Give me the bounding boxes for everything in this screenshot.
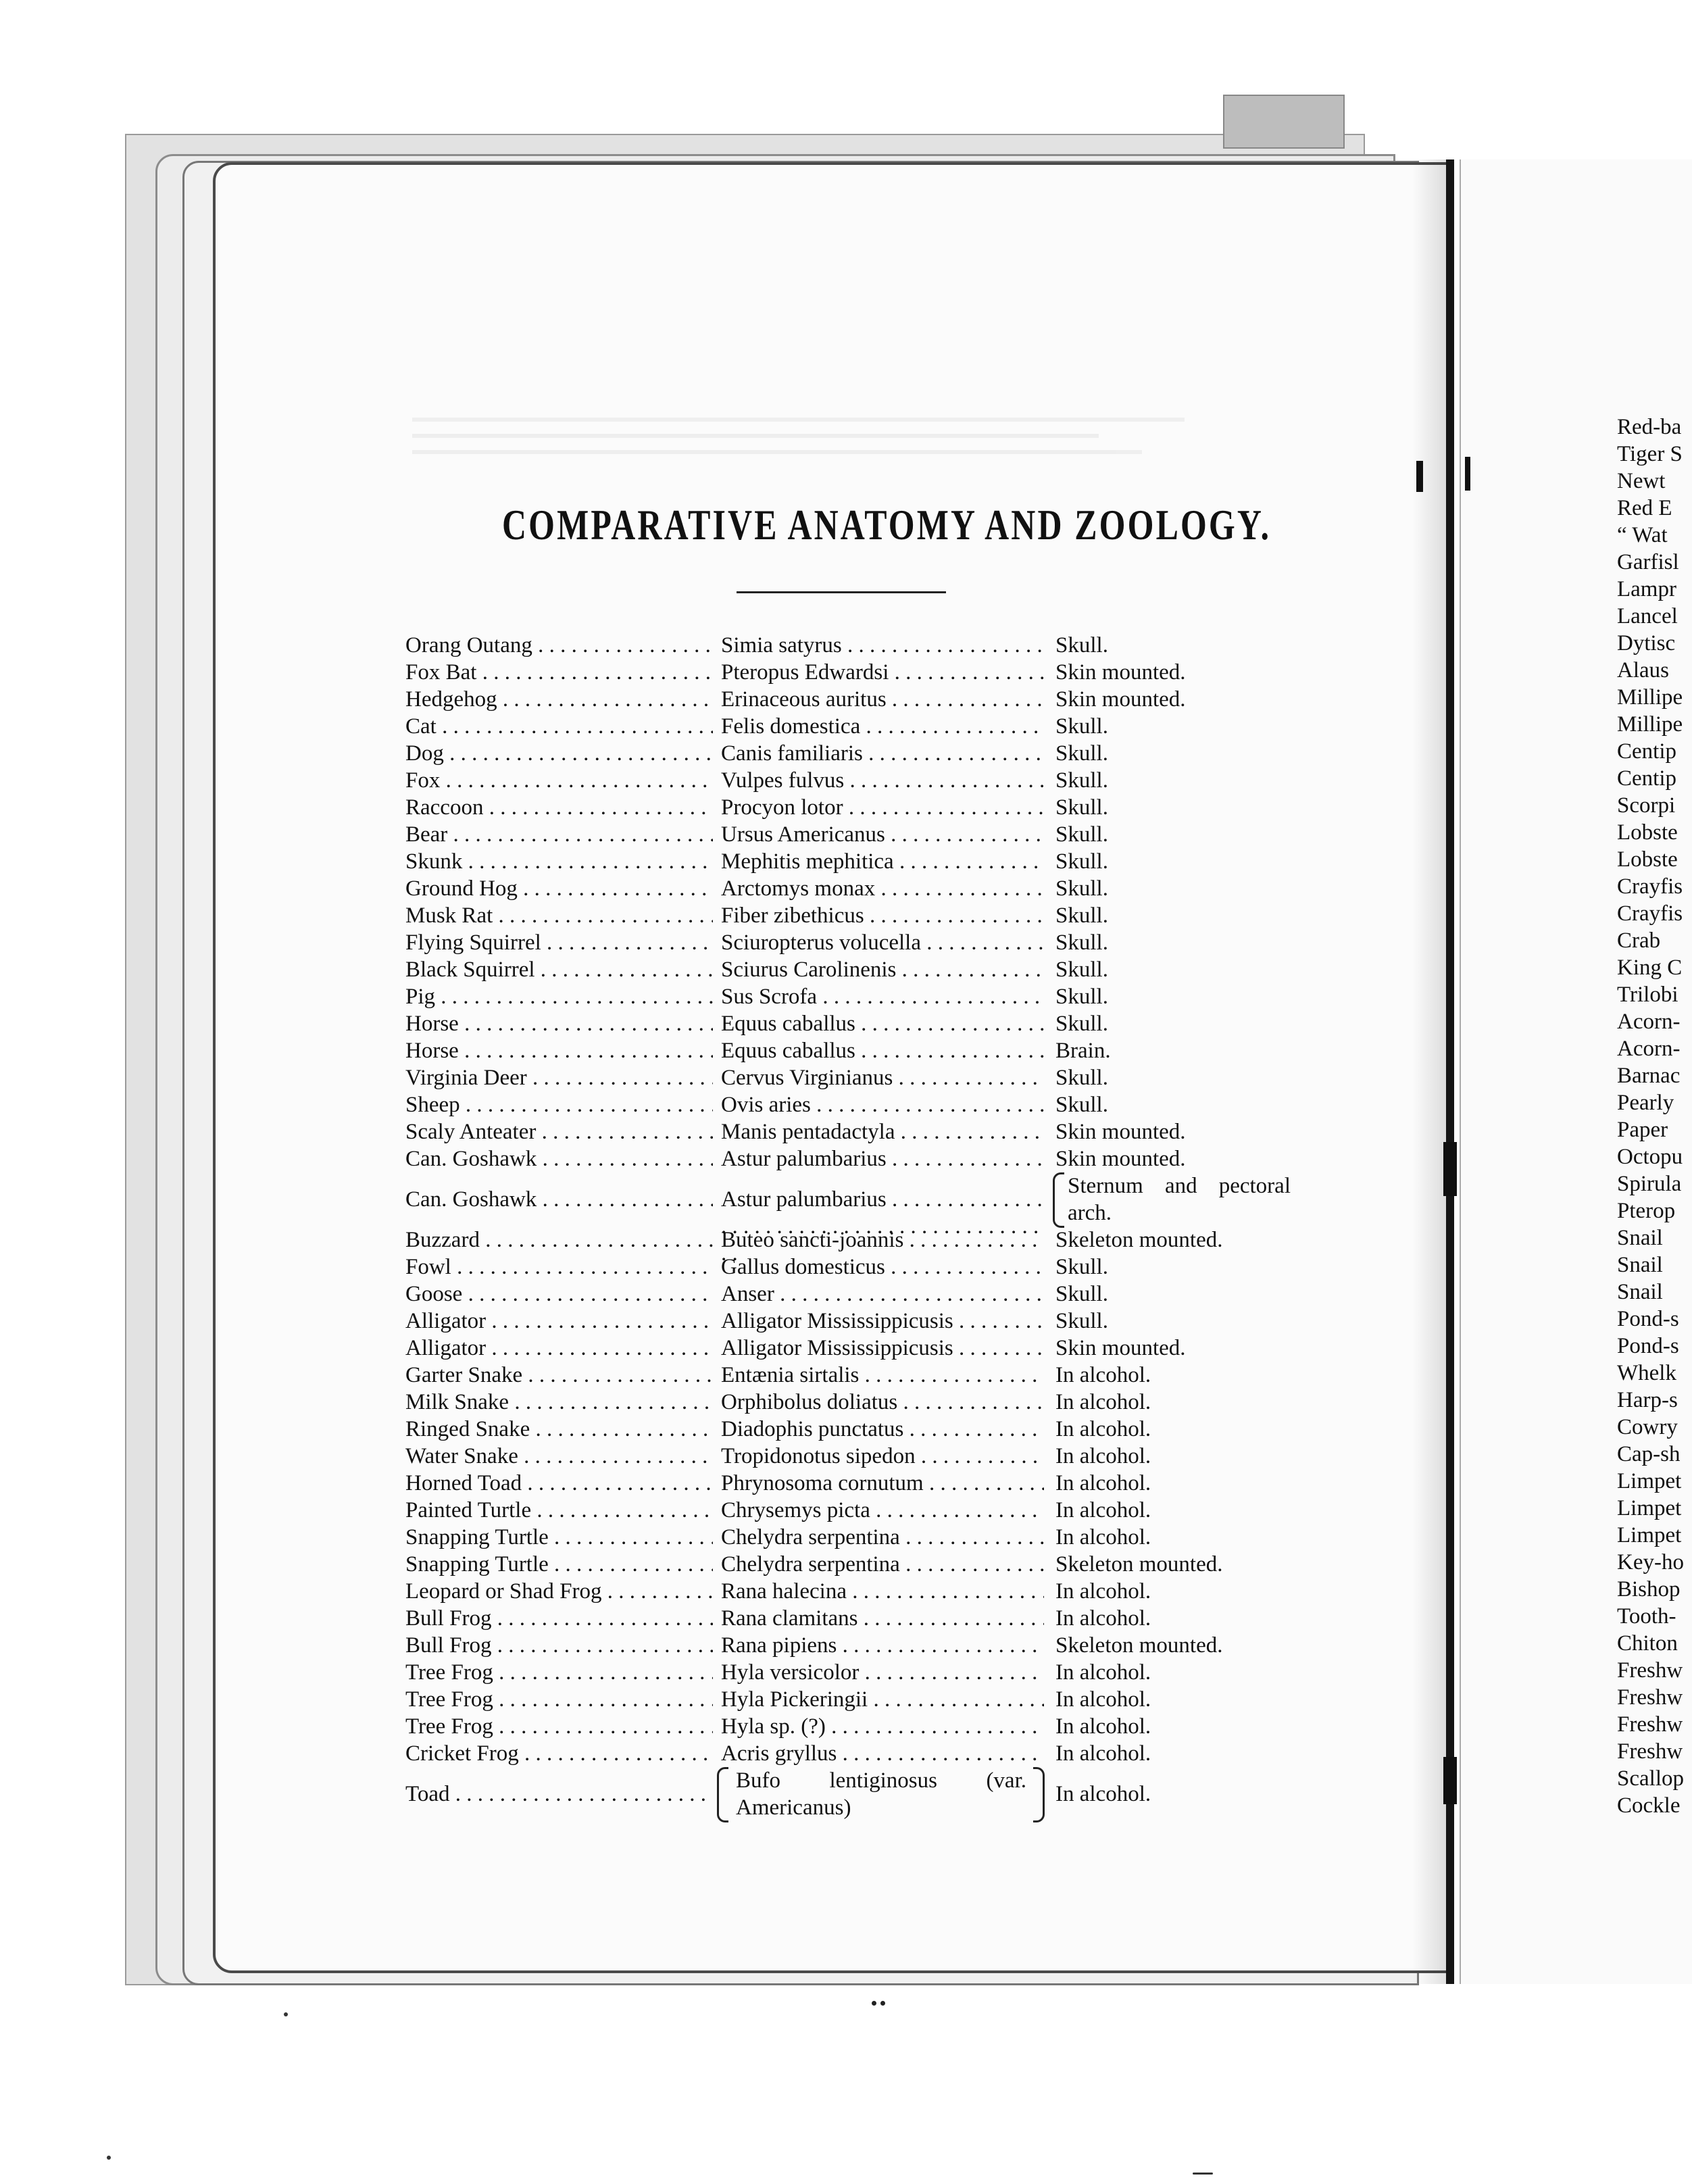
- latin-name: Equus caballus . . .: [721, 1010, 1044, 1037]
- latin-name: Orphibolus doliatus . . .: [721, 1389, 1044, 1416]
- common-name: Fox Bat . . .: [405, 659, 713, 686]
- facing-page-line: Freshw: [1617, 1739, 1683, 1764]
- latin-name: Chelydra serpentina . . .: [721, 1524, 1044, 1551]
- binding-thread: [1443, 1142, 1457, 1196]
- facing-page-line: Lampr: [1617, 577, 1676, 601]
- common-name: Bear . . .: [405, 821, 713, 848]
- common-name: Alligator . . .: [405, 1308, 713, 1335]
- latin-name: Sciuropterus volucella . . .: [721, 929, 1044, 956]
- specimen-type: Skeleton mounted.: [1055, 1228, 1223, 1252]
- specimen-row: [405, 821, 1318, 848]
- facing-page-line: Barnac: [1617, 1064, 1681, 1088]
- latin-name: Chrysemys picta . . .: [721, 1497, 1044, 1524]
- facing-page-line: Newt: [1617, 469, 1666, 493]
- common-name: Bull Frog . . .: [405, 1605, 713, 1632]
- title-rule: [737, 591, 946, 593]
- common-name: Garter Snake . . .: [405, 1362, 713, 1389]
- common-name: Tree Frog . . .: [405, 1713, 713, 1740]
- specimen-type: Skull.: [1055, 1255, 1108, 1279]
- facing-page-line: Millipe: [1617, 685, 1683, 710]
- specimen-type: Skull.: [1055, 741, 1108, 766]
- specimen-type: Skull.: [1055, 768, 1108, 793]
- latin-name: Hyla sp. (?) . . .: [721, 1713, 1044, 1740]
- latin-name: Tropidonotus sipedon . . .: [721, 1443, 1044, 1470]
- facing-page-line: Tooth-: [1617, 1604, 1676, 1629]
- latin-name: Astur palumbarius . . .: [721, 1145, 1044, 1172]
- common-name: Goose . . .: [405, 1281, 713, 1308]
- dust-speck: [284, 2012, 288, 2016]
- common-name: Horse . . .: [405, 1037, 713, 1064]
- common-name: Skunk . . .: [405, 848, 713, 875]
- common-name: Leopard or Shad Frog . . .: [405, 1578, 713, 1605]
- latin-name: Vulpes fulvus . . .: [721, 767, 1044, 794]
- show-through-text: [412, 405, 1270, 487]
- facing-page-line: Scorpi: [1617, 793, 1676, 818]
- latin-name: Canis familiaris . . .: [721, 740, 1044, 767]
- specimen-type: In alcohol.: [1055, 1687, 1151, 1712]
- specimen-row: [405, 848, 1318, 875]
- latin-name: Felis domestica . . .: [721, 713, 1044, 740]
- specimen-type: Skull.: [1055, 849, 1108, 874]
- facing-page-line: Cap-sh: [1617, 1442, 1681, 1466]
- facing-page-line: Snail: [1617, 1253, 1663, 1277]
- latin-name: Chelydra serpentina . . .: [721, 1551, 1044, 1578]
- common-name: Can. Goshawk . . .: [405, 1145, 713, 1172]
- latin-name: Phrynosoma cornutum . . .: [721, 1470, 1044, 1497]
- latin-name: Equus caballus . . .: [721, 1037, 1044, 1064]
- binding-mark: [1465, 457, 1470, 491]
- common-name: Virginia Deer . . .: [405, 1064, 713, 1091]
- latin-name: Rana clamitans . . .: [721, 1605, 1044, 1632]
- facing-page-line: Spirula: [1617, 1172, 1682, 1196]
- facing-page-line: Pearly: [1617, 1091, 1674, 1115]
- common-name: Ringed Snake . . .: [405, 1416, 713, 1443]
- latin-name: Acris gryllus . . .: [721, 1740, 1044, 1767]
- common-name: Cricket Frog . . .: [405, 1740, 713, 1767]
- facing-page-line: Centip: [1617, 739, 1676, 764]
- facing-page-line: Pond-s: [1617, 1307, 1679, 1331]
- specimen-type: In alcohol.: [1055, 1363, 1151, 1387]
- latin-name: Pteropus Edwardsi . . .: [721, 659, 1044, 686]
- common-name: Alligator . . .: [405, 1335, 713, 1362]
- facing-page-line: Crayfis: [1617, 874, 1683, 899]
- latin-name: Arctomys monax . . .: [721, 875, 1044, 902]
- specimen-type: Skull.: [1055, 1066, 1108, 1090]
- specimen-row: [405, 1037, 1318, 1064]
- facing-page-line: Acorn-: [1617, 1010, 1681, 1034]
- specimen-row: [405, 1605, 1318, 1632]
- specimen-type: Skeleton mounted.: [1055, 1633, 1223, 1658]
- specimen-row: [405, 767, 1318, 794]
- common-name: Painted Turtle . . .: [405, 1497, 713, 1524]
- facing-page-line: Octopu: [1617, 1145, 1683, 1169]
- common-name: Milk Snake . . .: [405, 1389, 713, 1416]
- facing-page-line: Pterop: [1617, 1199, 1676, 1223]
- binding-mark: [1416, 461, 1423, 492]
- latin-name: Mephitis mephitica . . .: [721, 848, 1044, 875]
- latin-name: Sus Scrofa . . .: [721, 983, 1044, 1010]
- specimen-row: [405, 1578, 1318, 1605]
- specimen-row: [405, 713, 1318, 740]
- specimen-row: [405, 1145, 1318, 1172]
- facing-page-line: Crayfis: [1617, 901, 1683, 926]
- dust-speck: [1193, 2173, 1213, 2175]
- specimen-row: [405, 1010, 1318, 1037]
- latin-name: Hyla versicolor . . .: [721, 1659, 1044, 1686]
- facing-page-line: Paper: [1617, 1118, 1668, 1142]
- facing-page-line: Harp-s: [1617, 1388, 1678, 1412]
- common-name: Cat . . .: [405, 713, 713, 740]
- specimen-type: Skull.: [1055, 985, 1108, 1009]
- specimen-type: In alcohol.: [1055, 1498, 1151, 1522]
- specimen-row: [405, 686, 1318, 713]
- specimen-row: [405, 1767, 1318, 1821]
- common-name: Buzzard . . .: [405, 1226, 713, 1254]
- page-title: COMPARATIVE ANATOMY AND ZOOLOGY.: [502, 501, 1272, 549]
- latin-name: Rana halecina . . .: [721, 1578, 1044, 1605]
- facing-page-line: Tiger S: [1617, 442, 1683, 466]
- specimen-row: [405, 983, 1318, 1010]
- specimen-type: Skull.: [1055, 930, 1108, 955]
- facing-page-line: Snail: [1617, 1280, 1663, 1304]
- gutter-shadow: [1412, 159, 1446, 1984]
- common-name: Pig . . .: [405, 983, 713, 1010]
- specimen-type: Skull.: [1055, 633, 1108, 657]
- specimen-row: [405, 1470, 1318, 1497]
- latin-name: Manis pentadactyla . . .: [721, 1118, 1044, 1145]
- specimen-row: [405, 1064, 1318, 1091]
- specimen-row: [405, 1091, 1318, 1118]
- specimen-type: Skull.: [1055, 903, 1108, 928]
- facing-page-line: Limpet: [1617, 1496, 1682, 1520]
- specimen-row: [405, 1713, 1318, 1740]
- specimen-type: Skull.: [1055, 1282, 1108, 1306]
- latin-name: Simia satyrus . . .: [721, 632, 1044, 659]
- specimen-type: Skin mounted.: [1055, 1120, 1186, 1144]
- latin-name: Fiber zibethicus . . .: [721, 902, 1044, 929]
- specimen-type: Skull.: [1055, 822, 1108, 847]
- specimen-row: [405, 659, 1318, 686]
- specimen-row: [405, 1497, 1318, 1524]
- common-name: Snapping Turtle . . .: [405, 1551, 713, 1578]
- specimen-row: [405, 1389, 1318, 1416]
- common-name: Snapping Turtle . . .: [405, 1524, 713, 1551]
- brace-left: [1053, 1172, 1064, 1228]
- facing-page-line: “ Wat: [1617, 523, 1668, 547]
- specimen-row: [405, 1281, 1318, 1308]
- common-name: Fowl . . .: [405, 1254, 713, 1281]
- common-name: Horse . . .: [405, 1010, 713, 1037]
- specimen-row: [405, 1362, 1318, 1389]
- facing-page-line: Pond-s: [1617, 1334, 1679, 1358]
- specimen-type: Skull.: [1055, 1093, 1108, 1117]
- latin-name: Ursus Americanus . . .: [721, 821, 1044, 848]
- specimen-type: Skull.: [1055, 795, 1108, 820]
- specimen-type: Skin mounted.: [1055, 660, 1186, 685]
- specimen-row: [405, 1416, 1318, 1443]
- common-name: Bull Frog . . .: [405, 1632, 713, 1659]
- facing-page-line: Cowry: [1617, 1415, 1678, 1439]
- facing-page-list: [1617, 414, 1692, 1819]
- latin-name: Cervus Virginianus . . .: [721, 1064, 1044, 1091]
- specimen-row: [405, 740, 1318, 767]
- specimen-row: [405, 1551, 1318, 1578]
- specimen-type: In alcohol.: [1055, 1444, 1151, 1468]
- specimen-type: Skull.: [1055, 876, 1108, 901]
- specimen-row: [405, 632, 1318, 659]
- common-name: Scaly Anteater . . .: [405, 1118, 713, 1145]
- latin-name: Buteo sancti-joannis . . .: [721, 1226, 1044, 1254]
- facing-page-line: Cockle: [1617, 1793, 1681, 1818]
- brace-right: [1033, 1767, 1045, 1822]
- binding-thread: [1443, 1757, 1457, 1804]
- facing-page-line: Freshw: [1617, 1685, 1683, 1710]
- specimen-row: [405, 1443, 1318, 1470]
- latin-name: Alligator Mississippicusis . . .: [721, 1335, 1044, 1362]
- latin-name: Rana pipiens . . .: [721, 1632, 1044, 1659]
- latin-name: Procyon lotor . . .: [721, 794, 1044, 821]
- common-name: Toad . . .: [405, 1781, 713, 1808]
- specimen-row: [405, 794, 1318, 821]
- specimen-type: In alcohol.: [1055, 1660, 1151, 1685]
- common-name: Flying Squirrel . . .: [405, 929, 713, 956]
- specimen-row: [405, 956, 1318, 983]
- facing-page-line: Key-ho: [1617, 1550, 1684, 1574]
- latin-name: Entænia sirtalis . . .: [721, 1362, 1044, 1389]
- facing-page-line: Bishop: [1617, 1577, 1681, 1602]
- common-name: Can. Goshawk . . .: [405, 1186, 713, 1213]
- facing-page-line: Millipe: [1617, 712, 1683, 737]
- specimen-type: Skin mounted.: [1055, 1147, 1186, 1171]
- specimen-row: [405, 875, 1318, 902]
- facing-page-line: Chiton: [1617, 1631, 1678, 1656]
- facing-page-line: Lobste: [1617, 847, 1678, 872]
- common-name: Tree Frog . . .: [405, 1686, 713, 1713]
- specimen-type: In alcohol.: [1055, 1782, 1151, 1806]
- specimen-type: In alcohol.: [1055, 1714, 1151, 1739]
- specimen-type: Skin mounted.: [1055, 687, 1186, 712]
- facing-page-line: Snail: [1617, 1226, 1663, 1250]
- common-name: Black Squirrel . . .: [405, 956, 713, 983]
- facing-page-line: Limpet: [1617, 1469, 1682, 1493]
- latin-name: Diadophis punctatus . . .: [721, 1416, 1044, 1443]
- common-name: Dog . . .: [405, 740, 713, 767]
- latin-name: Erinaceous auritus . . .: [721, 686, 1044, 713]
- specimen-type: Sternum and pectoral arch.: [1055, 1172, 1326, 1226]
- facing-page-line: Crab: [1617, 928, 1661, 953]
- facing-page-line: Lobste: [1617, 820, 1678, 845]
- facing-page-line: Red E: [1617, 496, 1672, 520]
- specimen-row: [405, 929, 1318, 956]
- common-name: Ground Hog . . .: [405, 875, 713, 902]
- facing-page-line: Garfisl: [1617, 550, 1679, 574]
- common-name: Sheep . . .: [405, 1091, 713, 1118]
- specimen-type: Skeleton mounted.: [1055, 1552, 1223, 1577]
- specimen-row: [405, 1632, 1318, 1659]
- specimen-row: [405, 1740, 1318, 1767]
- book-cover-edge: [1223, 95, 1345, 149]
- common-name: Raccoon . . .: [405, 794, 713, 821]
- facing-page-line: Acorn-: [1617, 1037, 1681, 1061]
- book-gutter: [1446, 159, 1454, 1984]
- specimen-row: [405, 1308, 1318, 1335]
- dust-speck: [107, 2156, 111, 2160]
- facing-page-line: Limpet: [1617, 1523, 1682, 1547]
- common-name: Fox . . .: [405, 767, 713, 794]
- latin-name: Anser . . .: [721, 1281, 1044, 1308]
- specimen-row: [405, 1659, 1318, 1686]
- facing-page-line: Centip: [1617, 766, 1676, 791]
- latin-name: Alligator Mississippicusis . . .: [721, 1308, 1044, 1335]
- specimen-type: In alcohol.: [1055, 1741, 1151, 1766]
- brace-left: [717, 1767, 728, 1822]
- facing-page-line: Alaus: [1617, 658, 1669, 682]
- specimen-type: Skin mounted.: [1055, 1336, 1186, 1360]
- facing-page-line: Scallop: [1617, 1766, 1684, 1791]
- specimen-type: In alcohol.: [1055, 1471, 1151, 1495]
- facing-page-line: Trilobi: [1617, 983, 1678, 1007]
- facing-page-line: Freshw: [1617, 1658, 1683, 1683]
- specimen-row: [405, 1335, 1318, 1362]
- facing-page-line: King C: [1617, 956, 1683, 980]
- latin-name: Gallus domesticus . . .: [721, 1254, 1044, 1281]
- specimen-type: In alcohol.: [1055, 1525, 1151, 1549]
- page-signature-mark: [872, 1995, 899, 2009]
- facing-page-line: Red-ba: [1617, 415, 1682, 439]
- specimen-type: In alcohol.: [1055, 1390, 1151, 1414]
- specimen-type: Skull.: [1055, 1309, 1108, 1333]
- common-name: Water Snake . . .: [405, 1443, 713, 1470]
- latin-name: Hyla Pickeringii . . .: [721, 1686, 1044, 1713]
- latin-name: Astur palumbarius . . .: [721, 1186, 1044, 1267]
- common-name: Tree Frog . . .: [405, 1659, 713, 1686]
- common-name: Musk Rat . . .: [405, 902, 713, 929]
- specimen-row: [405, 902, 1318, 929]
- facing-page-line: Whelk: [1617, 1361, 1676, 1385]
- specimen-row: [405, 1118, 1318, 1145]
- latin-name: Sciurus Carolinenis . . .: [721, 956, 1044, 983]
- specimen-row: [405, 1686, 1318, 1713]
- latin-name: Bufo lentiginosus (var. Americanus): [721, 1767, 1044, 1821]
- facing-page-line: Lancel: [1617, 604, 1678, 628]
- specimen-type: In alcohol.: [1055, 1417, 1151, 1441]
- facing-page-line: Freshw: [1617, 1712, 1683, 1737]
- specimen-row: [405, 1226, 1318, 1254]
- common-name: Orang Outang . . .: [405, 632, 713, 659]
- specimen-type: Skull.: [1055, 1012, 1108, 1036]
- specimen-list: [405, 632, 1318, 1821]
- common-name: Hedgehog . . .: [405, 686, 713, 713]
- specimen-row: [405, 1172, 1318, 1226]
- specimen-type: In alcohol.: [1055, 1579, 1151, 1604]
- specimen-type: Skull.: [1055, 958, 1108, 982]
- specimen-row: [405, 1254, 1318, 1281]
- facing-page-line: Dytisc: [1617, 631, 1676, 655]
- latin-name: Ovis aries . . .: [721, 1091, 1044, 1118]
- specimen-type: Brain.: [1055, 1039, 1111, 1063]
- specimen-row: [405, 1524, 1318, 1551]
- specimen-type: Skull.: [1055, 714, 1108, 739]
- specimen-type: In alcohol.: [1055, 1606, 1151, 1631]
- common-name: Horned Toad . . .: [405, 1470, 713, 1497]
